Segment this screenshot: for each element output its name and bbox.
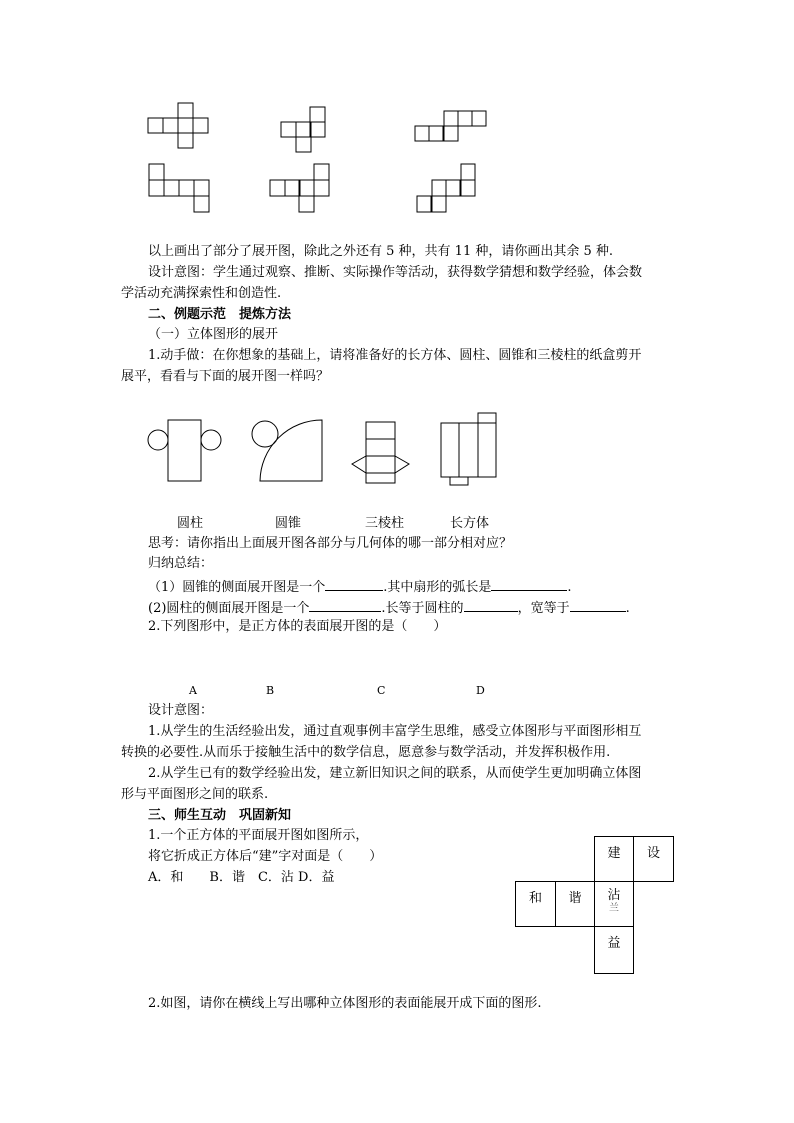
design-1-line-1: 1.从学生的生活经验出发，通过直观事例丰富学生思维，感受立体图形与平面图形相互: [148, 724, 642, 739]
cylinder-net: [148, 420, 221, 481]
summary-item-2-text-b: .长等于圆柱的: [381, 601, 464, 616]
section-2-q1-line-1: 1.动手做：在你想象的基础上，请将准备好的长方体、圆柱、圆锥和三棱柱的纸盒剪开: [148, 348, 642, 363]
blank-width[interactable]: [570, 597, 626, 612]
blank-cone-shape[interactable]: [325, 576, 383, 591]
section-2-subheading: （一）立体图形的展开: [148, 327, 279, 342]
cell-he: 和: [515, 881, 556, 927]
blank-arc-length[interactable]: [491, 576, 567, 591]
summary-item-2-text-d: .: [625, 601, 630, 616]
cube-net-3-shape: [415, 111, 486, 141]
option-a[interactable]: A: [189, 684, 197, 697]
blank-length[interactable]: [464, 597, 518, 612]
cell-xie: 谐: [555, 881, 595, 927]
cuboid-net: [441, 413, 496, 485]
cell-jian: 建: [594, 836, 634, 882]
summary-item-1-text-a: （1）圆锥的侧面展开图是一个: [148, 580, 326, 595]
cell-zhan: [594, 881, 634, 927]
intro-line-1: 以上画出了部分了展开图，除此之外还有 5 种，共有 11 种，请你画出其余 5 种.: [148, 244, 614, 259]
summary-item-2: [148, 597, 630, 618]
section-3-q2: 2.如图，请你在横线上写出哪种立体图形的表面能展开成下面的图形.: [148, 996, 542, 1011]
cube-net-2-shape: [281, 107, 325, 152]
section-3-q1-options: A．和 B．谐 C．沾 D．益: [148, 870, 335, 885]
section-3-q1-line-1: 1.一个正方体的平面展开图如图所示，: [148, 828, 369, 843]
section-2-heading: 二、例题示范 提炼方法: [148, 307, 292, 322]
triangular-prism-net: [352, 422, 409, 483]
option-b[interactable]: B: [266, 684, 275, 697]
cell-zhan-char: 沾: [607, 888, 621, 903]
think-question: 思考：请你指出上面展开图各部分与几何体的哪一部分相对应？: [148, 536, 513, 551]
summary-label: 归纳总结：: [148, 556, 214, 571]
intro-line-2: 设计意图：学生通过观察、推断、实际操作等活动，获得数学猜想和数学经验，体会数: [148, 265, 643, 280]
section-2-q2: 2.下列图形中，是正方体的表面展开图的是（ ）: [148, 619, 447, 634]
cell-she: 设: [633, 836, 674, 882]
section-3-heading: 三、师生互动 巩固新知: [148, 808, 292, 823]
label-cuboid: 长方体: [450, 516, 490, 531]
design-1-line-2: 转换的必要性.从而乐于接触生活中的数学信息，愿意参与数学活动，并发挥积极作用.: [121, 745, 611, 760]
label-triangular-prism: 三棱柱: [365, 516, 405, 531]
section-3-q1-line-2: 将它折成正方体后“建”字对面是（ ）: [148, 849, 383, 864]
cube-net-4-shape: [149, 164, 209, 212]
design-label: 设计意图：: [148, 703, 214, 718]
blank-cylinder-shape[interactable]: [309, 597, 381, 612]
cube-net-6-shape: [417, 164, 475, 212]
cell-zhan-sub: 兰: [609, 903, 619, 914]
summary-item-1-text-c: .: [567, 580, 572, 595]
section-2-q1-line-2: 展平，看看与下面的展开图一样吗？: [121, 369, 330, 384]
label-cylinder: 圆柱: [177, 516, 204, 531]
cube-net-1-shape: [148, 103, 208, 148]
cube-net-5-shape: [270, 164, 329, 212]
intro-line-3: 学活动充满探索性和创造性.: [121, 286, 282, 301]
summary-item-2-text-c: ，宽等于: [517, 601, 570, 616]
option-c[interactable]: C: [377, 684, 386, 697]
design-2-line-1: 2.从学生已有的数学经验出发，建立新旧知识之间的联系，从而使学生更加明确立体图: [148, 766, 642, 781]
design-2-line-2: 形与平面图形之间的联系.: [121, 787, 269, 802]
label-cone: 圆锥: [275, 516, 302, 531]
cube-net-1: [0, 0, 794, 220]
solid-nets-figure: [0, 400, 794, 500]
summary-item-2-text-a: (2)圆柱的侧面展开图是一个: [148, 601, 310, 616]
summary-item-1-text-b: .其中扇形的弧长是: [383, 580, 492, 595]
cell-yi: 益: [594, 926, 634, 974]
summary-item-1: [148, 576, 572, 597]
cone-net: [252, 420, 322, 481]
option-d[interactable]: D: [476, 684, 485, 697]
